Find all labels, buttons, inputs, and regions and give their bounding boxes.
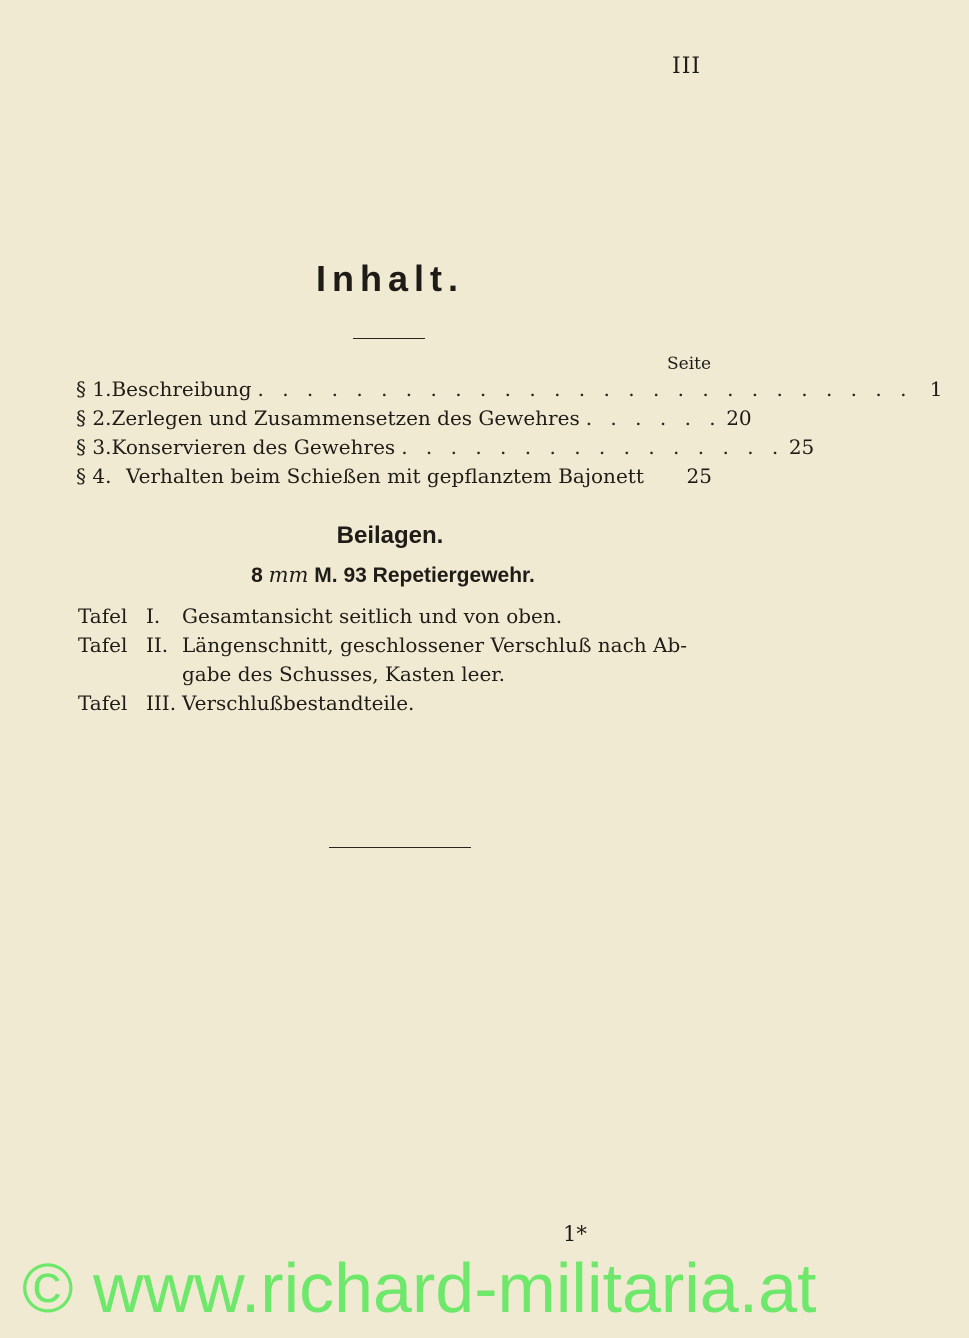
toc-page-header: Seite xyxy=(667,354,712,374)
toc-entry xyxy=(76,406,752,435)
plate-description-line: Verschlußbestandteile. xyxy=(182,691,415,715)
toc-entry xyxy=(76,377,943,406)
toc-entry xyxy=(76,435,815,464)
plate-tafel: Tafel xyxy=(78,604,128,628)
page-title: Inhalt. xyxy=(316,258,464,299)
subheading-model: M. 93 Repetiergewehr. xyxy=(314,564,535,587)
toc-label: Beschreibung xyxy=(111,377,252,401)
toc-section: § 4. xyxy=(76,464,112,488)
sheet-mark: 1* xyxy=(563,1222,587,1246)
toc-section: § 1. xyxy=(76,377,112,401)
watermark: © www.richard-militaria.at xyxy=(22,1249,817,1327)
plate-description-line: gabe des Schusses, Kasten leer. xyxy=(182,662,506,686)
plate-entry xyxy=(78,631,728,689)
subheading-caliber: 8 xyxy=(251,564,263,587)
toc-leader-dots: . . . . . . . . . . . . . . . . . . . . . . . . . . . xyxy=(257,377,913,401)
plate-number: III. xyxy=(146,691,177,715)
page-number: III xyxy=(672,54,702,79)
toc-entry xyxy=(76,464,712,493)
toc-page: 20 xyxy=(726,406,752,430)
plate-tafel: Tafel xyxy=(78,691,128,715)
toc-leader-dots: . . . . . . . . . . . . . . . . xyxy=(401,435,785,459)
toc-label: Konservieren des Gewehres xyxy=(111,435,396,459)
title-divider xyxy=(353,338,425,339)
beilagen-heading: Beilagen. xyxy=(336,522,444,549)
plate-tafel: Tafel xyxy=(78,633,128,657)
plate-entry xyxy=(78,689,728,718)
plate-number: I. xyxy=(146,604,161,628)
toc-section: § 2. xyxy=(76,406,112,430)
toc-page: 25 xyxy=(788,435,815,459)
subheading-unit: mm xyxy=(268,563,309,587)
plate-description-line: Längenschnitt, geschlossener Verschluß nach Ab- xyxy=(182,633,688,657)
plate-number: II. xyxy=(146,633,169,657)
plate-entry xyxy=(78,602,728,631)
plates-list xyxy=(78,602,728,718)
plate-description xyxy=(182,631,728,689)
toc-section: § 3. xyxy=(76,435,112,459)
toc-leader-dots: . . . . . . xyxy=(585,406,722,430)
toc-label: Zerlegen und Zusammensetzen des Gewehres xyxy=(111,406,580,430)
plate-description xyxy=(182,689,728,718)
closing-divider xyxy=(329,847,471,848)
plate-description xyxy=(182,602,728,631)
toc-page: 25 xyxy=(686,464,712,488)
beilagen-subheading xyxy=(0,563,786,588)
plate-description-line: Gesamtansicht seitlich und von oben. xyxy=(182,604,563,628)
toc-label: Verhalten beim Schießen mit gepflanztem Bajonett xyxy=(126,464,644,488)
toc-page: 1 xyxy=(929,377,943,401)
table-of-contents xyxy=(76,377,943,493)
